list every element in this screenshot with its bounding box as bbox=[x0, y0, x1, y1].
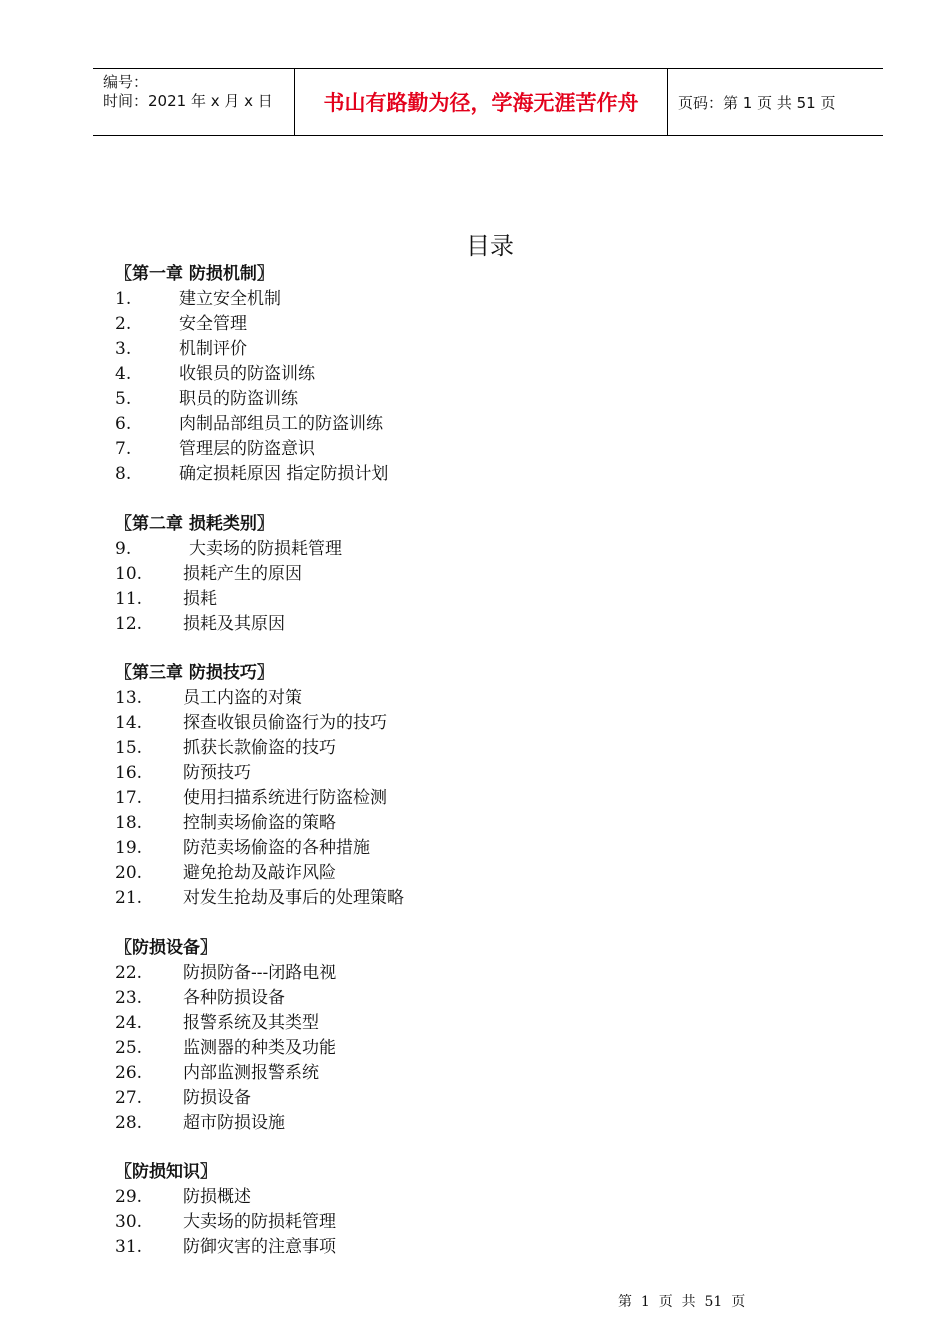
toc-entry-title: 防损防备---闭路电视 bbox=[183, 962, 337, 983]
toc-entry-number: 6. bbox=[115, 414, 132, 434]
toc-entry-number: 17. bbox=[115, 788, 143, 808]
chapter-heading: 〖第三章 防损技巧〗 bbox=[115, 663, 274, 683]
toc-entry[interactable] bbox=[115, 437, 404, 462]
toc-entry-number: 19. bbox=[115, 838, 143, 858]
toc-entry-number: 31. bbox=[115, 1237, 143, 1257]
toc-entry[interactable] bbox=[115, 961, 404, 986]
toc-entry-title: 使用扫描系统进行防盗检测 bbox=[183, 788, 387, 808]
toc-entry[interactable] bbox=[115, 836, 404, 861]
toc-entry-number: 23. bbox=[115, 987, 143, 1008]
toc-entry-title: 避免抢劫及敲诈风险 bbox=[183, 863, 336, 883]
toc-entry-number: 22. bbox=[115, 962, 143, 983]
serial-label: 编号： bbox=[103, 73, 149, 91]
toc-entry-title: 机制评价 bbox=[179, 339, 247, 359]
toc-entry[interactable] bbox=[115, 587, 404, 612]
toc-entry[interactable] bbox=[115, 612, 404, 637]
toc-entry[interactable] bbox=[115, 562, 404, 587]
toc-entry[interactable] bbox=[115, 362, 404, 387]
toc-entry[interactable] bbox=[115, 686, 404, 711]
toc-entry-number: 14. bbox=[115, 713, 143, 733]
toc-entry-title: 大卖场的防损耗管理 bbox=[189, 538, 342, 559]
toc-entry[interactable] bbox=[115, 537, 404, 562]
toc-entry-number: 24. bbox=[115, 1012, 143, 1033]
toc-entry-title: 防预技巧 bbox=[183, 763, 251, 783]
toc-entry-number: 21. bbox=[115, 888, 143, 908]
table-of-contents bbox=[115, 262, 404, 1260]
chapter-heading: 〖防损知识〗 bbox=[115, 1162, 217, 1182]
header-page-cell bbox=[668, 69, 883, 135]
toc-entry-number: 13. bbox=[115, 688, 143, 708]
toc-entry[interactable] bbox=[115, 861, 404, 886]
toc-entry-title: 控制卖场偷盗的策略 bbox=[183, 813, 336, 833]
toc-entry-title: 安全管理 bbox=[179, 314, 247, 334]
header-meta-cell bbox=[93, 69, 295, 135]
toc-entry[interactable] bbox=[115, 1086, 404, 1111]
toc-entry[interactable] bbox=[115, 1061, 404, 1086]
toc-entry-number: 10. bbox=[115, 563, 143, 584]
toc-entry-title: 防损概述 bbox=[183, 1187, 251, 1207]
time-label: 时间：2021 年 x 月 x 日 bbox=[103, 92, 273, 110]
toc-entry-title: 肉制品部组员工的防盗训练 bbox=[179, 414, 383, 434]
toc-entry[interactable] bbox=[115, 1111, 404, 1136]
toc-entry[interactable] bbox=[115, 387, 404, 412]
toc-entry[interactable] bbox=[115, 811, 404, 836]
section-gap bbox=[115, 911, 404, 936]
toc-entry[interactable] bbox=[115, 761, 404, 786]
toc-entry-title: 收银员的防盗训练 bbox=[179, 364, 315, 384]
chapter-heading: 〖第二章 损耗类别〗 bbox=[115, 513, 274, 534]
toc-entry[interactable] bbox=[115, 1036, 404, 1061]
toc-entry-number: 4. bbox=[115, 364, 132, 384]
section-gap bbox=[115, 487, 404, 512]
toc-entry-title: 报警系统及其类型 bbox=[183, 1012, 319, 1033]
toc-entry-number: 11. bbox=[115, 588, 143, 609]
toc-entry-title: 探查收银员偷盗行为的技巧 bbox=[183, 713, 387, 733]
toc-entry-number: 29. bbox=[115, 1187, 143, 1207]
toc-entry-title: 监测器的种类及功能 bbox=[183, 1037, 336, 1058]
chapter-heading: 〖第一章 防损机制〗 bbox=[115, 264, 274, 284]
section-gap bbox=[115, 637, 404, 662]
toc-entry[interactable] bbox=[115, 711, 404, 736]
toc-entry-title: 员工内盗的对策 bbox=[183, 688, 302, 708]
toc-entry-number: 2. bbox=[115, 314, 132, 334]
toc-entry[interactable] bbox=[115, 786, 404, 811]
toc-entry-title: 建立安全机制 bbox=[179, 289, 281, 309]
section-gap bbox=[115, 1136, 404, 1161]
toc-entry-number: 3. bbox=[115, 339, 132, 359]
toc-entry[interactable] bbox=[115, 736, 404, 761]
toc-entry-number: 16. bbox=[115, 763, 143, 783]
toc-entry-title: 对发生抢劫及事后的处理策略 bbox=[183, 888, 404, 908]
page-footer: 第 1 页 共 51 页 bbox=[618, 1294, 746, 1310]
toc-entry-number: 15. bbox=[115, 738, 143, 758]
toc-entry-title: 抓获长款偷盗的技巧 bbox=[183, 738, 336, 758]
toc-entry-number: 27. bbox=[115, 1087, 143, 1108]
toc-entry-title: 防损设备 bbox=[183, 1087, 251, 1108]
toc-entry[interactable] bbox=[115, 337, 404, 362]
toc-entry[interactable] bbox=[115, 287, 404, 312]
toc-entry-title: 损耗产生的原因 bbox=[183, 563, 302, 584]
toc-entry[interactable] bbox=[115, 412, 404, 437]
toc-entry-number: 9. bbox=[115, 538, 132, 559]
page-info: 页码：第 1 页 共 51 页 bbox=[678, 93, 836, 112]
toc-entry-title: 管理层的防盗意识 bbox=[179, 439, 315, 459]
toc-entry[interactable] bbox=[115, 1011, 404, 1036]
toc-entry-number: 7. bbox=[115, 439, 132, 459]
toc-entry[interactable] bbox=[115, 986, 404, 1011]
toc-entry[interactable] bbox=[115, 886, 404, 911]
chapter-heading: 〖防损设备〗 bbox=[115, 937, 217, 958]
toc-entry-number: 12. bbox=[115, 613, 143, 634]
toc-entry-title: 防范卖场偷盗的各种措施 bbox=[183, 838, 370, 858]
toc-entry-title: 损耗 bbox=[183, 588, 217, 609]
toc-entry[interactable] bbox=[115, 1185, 404, 1210]
toc-entry-title: 确定损耗原因 指定防损计划 bbox=[179, 464, 389, 484]
header-motto-cell bbox=[295, 69, 668, 135]
toc-entry-title: 各种防损设备 bbox=[183, 987, 285, 1008]
toc-entry[interactable] bbox=[115, 312, 404, 337]
toc-entry-title: 防御灾害的注意事项 bbox=[183, 1237, 336, 1257]
toc-entry[interactable] bbox=[115, 1210, 404, 1235]
toc-entry-number: 5. bbox=[115, 389, 132, 409]
toc-entry-number: 18. bbox=[115, 813, 143, 833]
toc-entry-number: 8. bbox=[115, 464, 132, 484]
toc-entry-title: 大卖场的防损耗管理 bbox=[183, 1212, 336, 1232]
toc-entry-number: 1. bbox=[115, 289, 132, 309]
toc-entry-number: 25. bbox=[115, 1037, 143, 1058]
toc-title: 目录 bbox=[466, 232, 514, 260]
toc-entry[interactable] bbox=[115, 462, 404, 487]
toc-entry[interactable] bbox=[115, 1235, 404, 1260]
motto-text: 书山有路勤为径，学海无涯苦作舟 bbox=[323, 91, 639, 115]
toc-entry-title: 超市防损设施 bbox=[183, 1112, 285, 1133]
toc-entry-number: 20. bbox=[115, 863, 143, 883]
toc-entry-title: 职员的防盗训练 bbox=[179, 389, 298, 409]
toc-entry-number: 26. bbox=[115, 1062, 143, 1083]
toc-entry-number: 28. bbox=[115, 1112, 143, 1133]
toc-entry-title: 内部监测报警系统 bbox=[183, 1062, 319, 1083]
toc-entry-title: 损耗及其原因 bbox=[183, 613, 285, 634]
toc-entry-number: 30. bbox=[115, 1212, 143, 1232]
page-header bbox=[93, 68, 883, 136]
